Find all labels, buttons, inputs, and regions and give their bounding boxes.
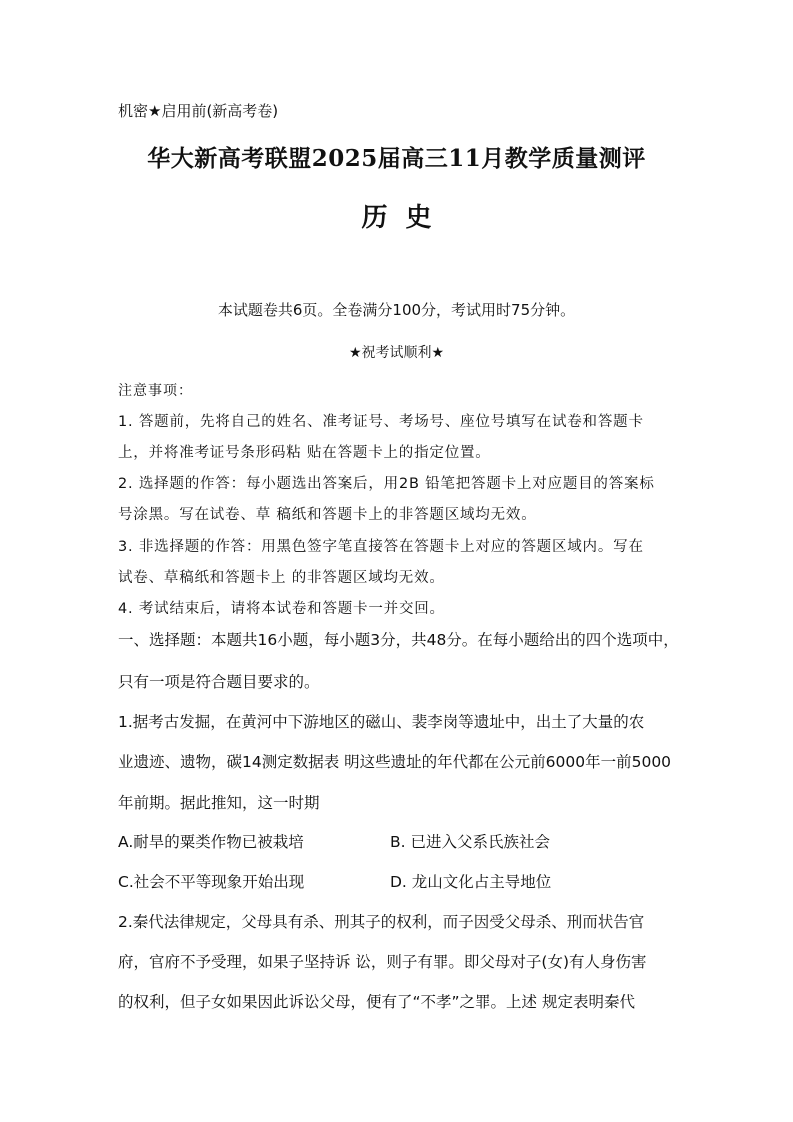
- question-2-line: 府，官府不予受理，如果子坚持诉 讼，则子有罪。即父母对子(女)有人身伤害: [118, 953, 647, 971]
- question-2-line: 的权利，但子女如果因此诉讼父母，便有了“不孝”之罪。上述 规定表明秦代: [118, 993, 635, 1011]
- good-luck-line: ★祝考试顺利★: [348, 345, 445, 361]
- confidential-label: 机密★启用前(新高考卷): [118, 102, 279, 120]
- question-1-option-d: D. 龙山文化占主导地位: [390, 873, 552, 891]
- exam-title: 华大新高考联盟2025届高三11月教学质量测评: [147, 145, 646, 172]
- note-line: 试卷、草稿纸和答题卡上 的非答题区域均无效。: [118, 570, 445, 586]
- question-1-option-c: C.社会不平等现象开始出现: [118, 873, 305, 891]
- subject-title: 历史: [361, 203, 450, 233]
- section-heading-line: 只有一项是符合题目要求的。: [118, 673, 320, 691]
- question-2-line: 2.秦代法律规定，父母具有杀、刑其子的权利，而子因受父母杀、刑而状告官: [118, 913, 645, 931]
- question-1-line: 年前期。据此推知，这一时期: [118, 794, 320, 812]
- note-line: 上，并将准考证号条形码粘 贴在答题卡上的指定位置。: [118, 445, 491, 461]
- note-line: 4. 考试结束后，请将本试卷和答题卡一并交回。: [118, 601, 445, 617]
- note-line: 1. 答题前，先将自己的姓名、准考证号、考场号、座位号填写在试卷和答题卡: [118, 414, 644, 430]
- question-1-line: 业遗迹、遗物，碳14测定数据表 明这些遗址的年代都在公元前6000年一前5000: [118, 753, 672, 771]
- note-line: 号涂黑。写在试卷、草 稿纸和答题卡上的非答题区域均无效。: [118, 507, 537, 523]
- question-1-option-b: B. 已进入父系氏族社会: [390, 833, 550, 851]
- note-line: 2. 选择题的作答：每小题选出答案后，用2B 铅笔把答题卡上对应题目的答案标: [118, 476, 655, 492]
- section-heading-line: 一、选择题：本题共16小题，每小题3分，共48分。在每小题给出的四个选项中，: [118, 631, 679, 649]
- question-1-option-a: A.耐旱的粟类作物已被栽培: [118, 833, 304, 851]
- notes-heading: 注意事项：: [118, 383, 193, 399]
- note-line: 3. 非选择题的作答：用黑色签字笔直接答在答题卡上对应的答题区域内。写在: [118, 539, 644, 555]
- question-1-line: 1.据考古发掘，在黄河中下游地区的磁山、裴李岗等遗址中，出土了大量的农: [118, 713, 645, 731]
- exam-info: 本试题卷共6页。全卷满分100分，考试用时75分钟。: [217, 301, 576, 319]
